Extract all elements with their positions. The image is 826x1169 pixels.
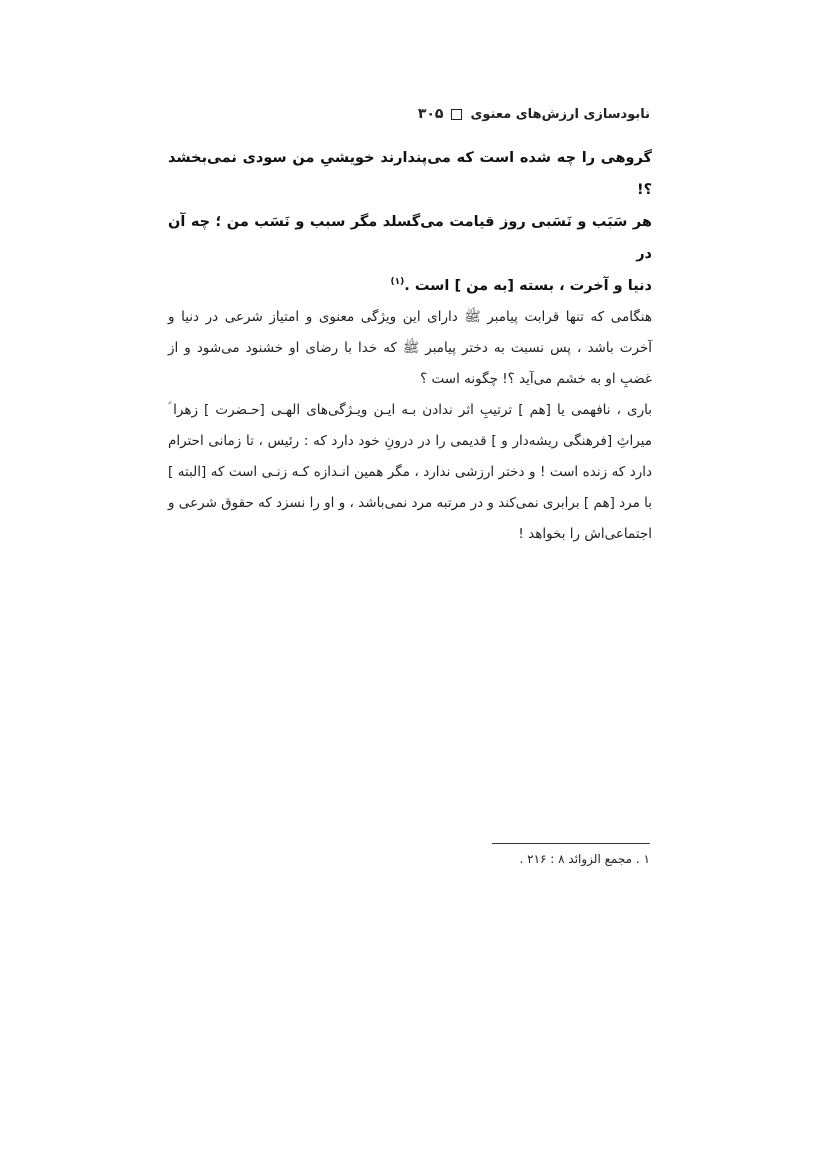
page-number: ۳۰۵ <box>417 106 444 122</box>
main-text <box>168 142 652 550</box>
footnote: ۱ . مجمع الزوائد ۸ : ۲۱۶ . <box>519 852 650 866</box>
footnote-divider <box>492 843 650 844</box>
quote-line-2: هر سَبَب و نَسَبی روز قیامت می‌گسلد مگر سبب و نَسَب من ؛ چه آن در <box>168 214 652 262</box>
running-header <box>176 100 650 128</box>
header-title: نابودسازی ارزش‌های معنوی <box>470 106 650 122</box>
quote-line-3: دنیا و آخرت ، بسته [به من ] است . <box>404 278 652 294</box>
quote-line-1: گروهی را چه شده است که می‌پندارند خویشیِ من سودی نمی‌بخشد ؟! <box>168 150 652 198</box>
footnote-reference: (۱) <box>390 277 405 288</box>
quote-block <box>168 142 652 302</box>
paragraph-1: هنگامی که تنها قرابت پیامبر ﷺ دارای این ویژگی معنوی و امتیاز شرعی در دنیا و آخرت باشد ، پس نسبت به دختر پیامبر ﷺ که خدا با رضای او خشنود می‌شود و از غضبِ او به خشم می‌آید ؟! چگونه است ؟ <box>168 309 652 387</box>
paragraph-2: باری ، نافهمی یا [هم ] ترتیبِ اثر ندادن بـه ایـن ویـژگی‌های الهـی [حـضرت ] زهرا ؑ میراثِ [فرهنگی ریشه‌دار و ] قدیمی را در درونِ خود دارد که : رئیس ، تا زمانی احترام دارد که زنده است ! و دختر ارزشی ندارد ، مگر همین انـدازه کـه زنـی است که [البته ] با مرد [هم ] برابری نمی‌کند و در مرتبه مرد نمی‌باشد ، و او را نسزد که حقوق شرعی و اجتماعی‌اش را بخواهد ! <box>168 402 652 542</box>
square-bullet-icon <box>451 109 462 120</box>
